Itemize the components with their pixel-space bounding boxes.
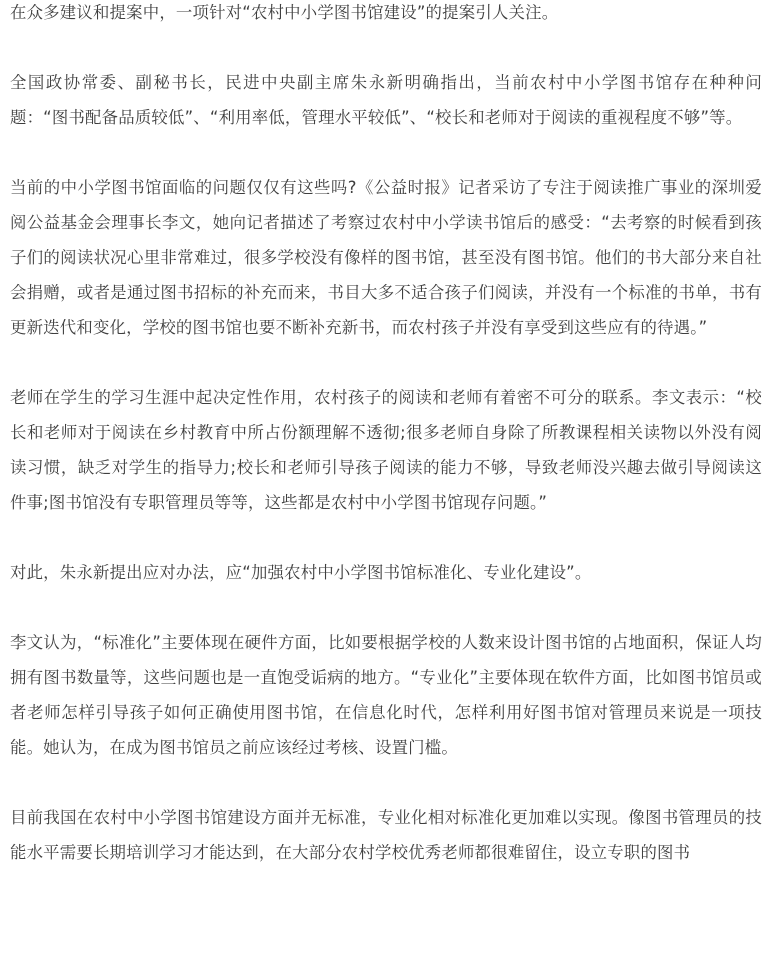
paragraph-1: 在众多建议和提案中，一项针对“农村中小学图书馆建设”的提案引人关注。 [10,3,559,22]
paragraph-7: 目前我国在农村中小学图书馆建设方面并无标准，专业化相对标准化更加难以实现。像图书管理员的技能水平需要长期培训学习才能达到，在大部分农村学校优秀老师都很难留住，设立专职的图书 [10,808,762,862]
paragraph-3: 当前的中小学图书馆面临的问题仅仅有这些吗?《公益时报》记者采访了专注于阅读推广事业的深圳爱阅公益基金会理事长李文，她向记者描述了考察过农村中小学读书馆后的感受：“去考察的时候看到孩子们的阅读状况心里非常难过，很多学校没有像样的图书馆，甚至没有图书馆。他们的书大部分来自社会捐赠，或者是通过图书招标的补充而来，书目大多不适合孩子们阅读，并没有一个标准的书单，书有更新迭代和变化，学校的图书馆也要不断补充新书，而农村孩子并没有享受到这些应有的待遇。” [10,178,762,337]
paragraph-4: 老师在学生的学习生涯中起决定性作用，农村孩子的阅读和老师有着密不可分的联系。李文表示：“校长和老师对于阅读在乡村教育中所占份额理解不透彻;很多老师自身除了所教课程相关读物以外没有阅读习惯，缺乏对学生的指导力;校长和老师引导孩子阅读的能力不够，导致老师没兴趣去做引导阅读这件事;图书馆没有专职管理员等等，这些都是农村中小学图书馆现存问题。” [10,388,762,512]
paragraph-5: 对此，朱永新提出应对办法，应“加强农村中小学图书馆标准化、专业化建设”。 [10,563,592,582]
paragraph-2: 全国政协常委、副秘书长，民进中央副主席朱永新明确指出，当前农村中小学图书馆存在种种问题：“图书配备品质较低”、“利用率低，管理水平较低”、“校长和老师对于阅读的重视程度不够”等。 [10,73,762,127]
article-body [10,0,762,905]
paragraph-6: 李文认为，“标准化”主要体现在硬件方面，比如要根据学校的人数来设计图书馆的占地面积，保证人均拥有图书数量等，这些问题也是一直饱受诟病的地方。“专业化”主要体现在软件方面，比如图书馆员或者老师怎样引导孩子如何正确使用图书馆，在信息化时代，怎样利用好图书馆对管理员来说是一项技能。她认为，在成为图书馆员之前应该经过考核、设置门槛。 [10,633,762,757]
